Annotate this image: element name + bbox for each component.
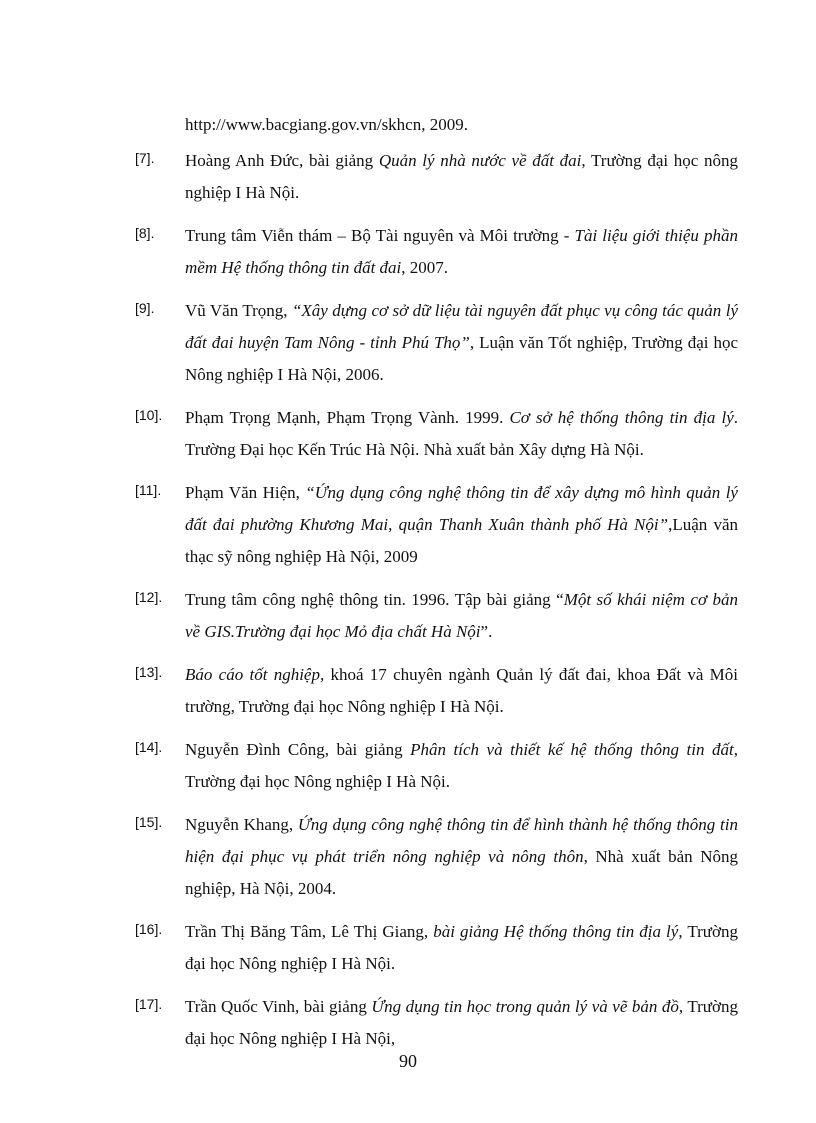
reference-continuation-url: http://www.bacgiang.gov.vn/skhcn, 2009. — [185, 115, 468, 134]
reference-number: [17]. — [135, 996, 163, 1012]
reference-number: [12]. — [135, 589, 163, 605]
reference-text-segment: Trần Thị Băng Tâm, Lê Thị Giang, — [185, 922, 434, 941]
reference-text — [185, 584, 738, 648]
reference-text-segment: ,Luận văn thạc sỹ nông nghiệp Hà Nội, 2009 — [185, 515, 738, 566]
reference-item — [0, 809, 816, 905]
reference-item — [0, 220, 816, 284]
reference-title-segment: Cơ sở hệ thống thông tin địa lý — [509, 408, 734, 427]
reference-item — [0, 477, 816, 573]
reference-text-segment: , Trường đại học Nông nghiệp I Hà Nội, — [185, 997, 738, 1048]
reference-text-segment: Hoàng Anh Đức, bài giảng — [185, 151, 379, 170]
reference-item — [0, 659, 816, 723]
reference-item — [0, 734, 816, 798]
reference-text-segment: , 2007. — [401, 258, 449, 277]
reference-text — [185, 295, 738, 391]
reference-title-segment: Quản lý nhà nước về đất đai — [378, 151, 582, 170]
reference-number: [9]. — [135, 300, 155, 316]
reference-text-segment: khoá 17 chuyên ngành Quản lý đất đai, khoa Đất và Môi trường, Trường đại học Nông nghiệp I Hà Nội. — [185, 665, 738, 716]
reference-text-segment: Phạm Văn Hiện, — [185, 483, 306, 502]
reference-item — [0, 584, 816, 648]
reference-text — [185, 220, 738, 284]
reference-item — [0, 991, 816, 1055]
reference-number: [11]. — [135, 482, 162, 498]
reference-text-segment: Nguyễn Đình Công, bài giảng — [185, 740, 411, 759]
reference-text-segment: Vũ Văn Trọng, — [185, 301, 292, 320]
reference-text-segment: Phạm Trọng Mạnh, Phạm Trọng Vành. 1999. — [185, 408, 510, 427]
reference-text — [185, 145, 738, 209]
reference-text-segment: Trung tâm Viễn thám – Bộ Tài nguyên và Môi trường - — [185, 226, 575, 245]
reference-number: [16]. — [135, 921, 163, 937]
reference-text-segment: , Trường đại học Nông nghiệp I Hà Nội. — [185, 740, 738, 791]
reference-item — [0, 295, 816, 391]
reference-text — [185, 916, 738, 980]
reference-list — [0, 145, 816, 1066]
reference-title-segment: Ứng dụng tin học trong quản lý và vẽ bản đồ — [371, 997, 679, 1016]
reference-text — [185, 477, 738, 573]
reference-item — [0, 402, 816, 466]
reference-title-segment: bài giảng Hệ thống thông tin địa lý — [433, 922, 679, 941]
reference-title-segment: Ứng dụng công nghệ thông tin để hình thành hệ thống thông tin hiện đại phục vụ phát triển nông nghiệp và nông thôn — [185, 815, 738, 866]
reference-title-segment: Báo cáo tốt nghiệp, — [185, 665, 325, 684]
reference-number: [15]. — [135, 814, 163, 830]
reference-text-segment: Trung tâm công nghệ thông tin. 1996. Tập bài giảng “ — [185, 590, 564, 609]
reference-number: [8]. — [135, 225, 155, 241]
reference-text-segment: Nguyễn Khang, — [185, 815, 298, 834]
reference-text — [185, 659, 738, 723]
reference-item — [0, 916, 816, 980]
reference-title-segment: Phân tích và thiết kế hệ thống thông tin đất — [410, 740, 734, 759]
reference-text-segment: , Nhà xuất bản Nông nghiệp, Hà Nội, 2004. — [185, 847, 738, 898]
reference-title-segment: “Ứng dụng công nghệ thông tin để xây dựng mô hình quản lý đất đai phường Khương Mai, quận Thanh Xuân thành phố Hà Nội” — [185, 483, 738, 534]
reference-text-segment: ”. — [480, 622, 493, 641]
reference-text-segment: , Trường đại học Nông nghiệp I Hà Nội. — [185, 922, 738, 973]
reference-title-segment: Một số khái niệm cơ bản về GIS.Trường đại học Mỏ địa chất Hà Nội — [185, 590, 739, 641]
reference-item — [0, 145, 816, 209]
reference-number: [10]. — [135, 407, 163, 423]
reference-number: [7]. — [135, 150, 155, 166]
reference-title-segment: “Xây dựng cơ sở dữ liệu tài nguyên đất phục vụ công tác quản lý đất đai huyện Tam Nông - tỉnh Phú Thọ” — [185, 301, 738, 352]
reference-text — [185, 809, 738, 905]
reference-title-segment: Tài liệu giới thiệu phần mềm Hệ thống thông tin đất đai — [185, 226, 738, 277]
reference-text — [185, 991, 738, 1055]
reference-number: [13]. — [135, 664, 163, 680]
reference-text-segment: , Luận văn Tốt nghiệp, Trường đại học Nông nghiệp I Hà Nội, 2006. — [185, 333, 739, 384]
page-number: 90 — [399, 1051, 417, 1071]
reference-text-segment: Trần Quốc Vinh, bài giảng — [185, 997, 372, 1016]
reference-text-segment: , Trường đại học nông nghiệp I Hà Nội. — [185, 151, 738, 202]
reference-text-segment: . Trường Đại học Kến Trúc Hà Nội. Nhà xuất bản Xây dựng Hà Nội. — [185, 408, 738, 459]
reference-text — [185, 402, 738, 466]
reference-number: [14]. — [135, 739, 163, 755]
reference-text — [185, 734, 738, 798]
